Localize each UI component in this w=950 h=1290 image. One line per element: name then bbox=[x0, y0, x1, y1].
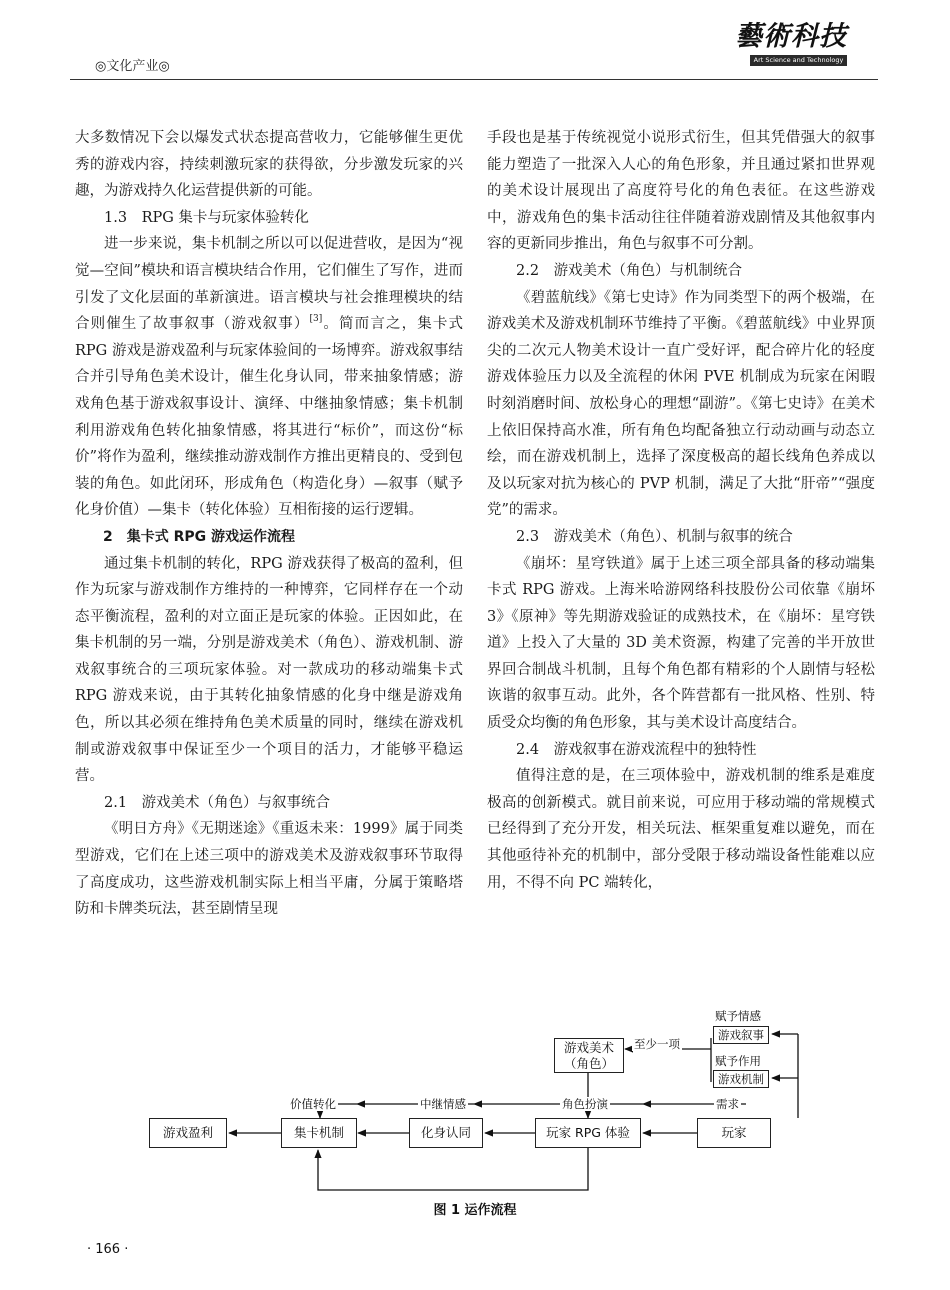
box-game-art-line1: 游戏美术 bbox=[563, 1039, 614, 1055]
paragraph: 大多数情况下会以爆发式状态提高营收力，它能够催生更优秀的游戏内容，持续刺激玩家的获得欲，分步激发玩家的兴趣，为游戏持久化运营提供新的可能。 bbox=[75, 130, 463, 200]
paragraph: 《碧蓝航线》《第七史诗》作为同类型下的两个极端，在游戏美术及游戏机制环节维持了平衡。《碧蓝航线》中业界顶尖的二次元人物美术设计一直广受好评，配合碎片化的轻度游戏体验压力以及全流程的休闲 PVE 机制成为玩家在闲暇时刻消磨时间、放松身心的理想“副游”。《第七史诗》在美术上依旧保持高水准，所有角色均配备独立行动动画与动态立绘，而在游戏机制上，选择了深度极高的超长线角色养成以及以玩家对抗为核心的 PVP 机制，满足了大批“肝帝”“强度党”的需求。 bbox=[487, 289, 875, 519]
arrow-feedback-loop bbox=[318, 1148, 588, 1190]
box-game-profit: 游戏盈利 bbox=[149, 1118, 227, 1148]
subsection-heading-2-2: 2.2 游戏美术（角色）与机制统合 bbox=[516, 262, 743, 279]
citation-ref: [3] bbox=[309, 314, 323, 325]
journal-logo bbox=[735, 22, 847, 70]
paragraph: 手段也是基于传统视觉小说形式衍生，但其凭借强大的叙事能力塑造了一批深入人心的角色形象，并且通过紧扣世界观的美术设计展现出了高度符号化的角色表征。在这些游戏中，游戏角色的集卡活动往往伴随着游戏剧情及其他叙事内容的更新同步推出，角色与叙事不可分割。 bbox=[487, 130, 875, 253]
label-give-effect: 赋予作用 bbox=[715, 1054, 761, 1068]
subsection-heading-1-3: 1.3 RPG 集卡与玩家体验转化 bbox=[104, 209, 309, 226]
label-role-play: 角色扮演 bbox=[562, 1097, 608, 1111]
box-player-rpg-experience: 玩家 RPG 体验 bbox=[535, 1118, 641, 1148]
paragraph: 值得注意的是，在三项体验中，游戏机制的维系是难度极高的创新模式。就目前来说，可应用于移动端的常规模式已经得到了充分开发，相关玩法、框架重复难以避免，而在其他亟待补充的机制中，部分受限于移动端设备性能难以应用，不得不向 PC 端转化， bbox=[487, 768, 875, 891]
label-value-convert: 价值转化 bbox=[290, 1097, 336, 1111]
box-game-art-line2: （角色） bbox=[563, 1055, 614, 1071]
paragraph: 通过集卡机制的转化，RPG 游戏获得了极高的盈利，但作为玩家与游戏制作方维持的一种博弈，它同样存在一个动态平衡流程，盈利的对立面正是玩家的体验。正因如此，在集卡机制的另一端，分别是游戏美术（角色）、游戏机制、游戏叙事统合的三项玩家体验。对一款成功的移动端集卡式 RPG 游戏来说，由于其转化抽象情感的化身中继是游戏角色，所以其必须在维持角色美术质量的同时，继续在游戏机制或游戏叙事中保证至少一个项目的活力，才能够平稳运营。 bbox=[75, 555, 463, 785]
subsection-heading-2-4: 2.4 游戏叙事在游戏流程中的独特性 bbox=[516, 741, 757, 758]
box-avatar-identification: 化身认同 bbox=[409, 1118, 483, 1148]
box-game-art-character bbox=[554, 1038, 624, 1073]
box-game-mechanism: 游戏机制 bbox=[713, 1070, 769, 1088]
subsection-heading-2-1: 2.1 游戏美术（角色）与叙事统合 bbox=[104, 794, 331, 811]
header-rule bbox=[70, 79, 878, 80]
box-gacha-mechanism: 集卡机制 bbox=[281, 1118, 357, 1148]
label-give-emotion: 赋予情感 bbox=[715, 1009, 761, 1023]
box-player: 玩家 bbox=[697, 1118, 771, 1148]
left-column bbox=[75, 125, 463, 923]
journal-logo-subtitle: Art Science and Technology bbox=[750, 55, 847, 66]
paragraph: 《崩坏：星穹铁道》属于上述三项全部具备的移动端集卡式 RPG 游戏。上海米哈游网络科技股份公司依靠《崩坏 3》《原神》等先期游戏验证的成熟技术，在《崩坏：星穹铁道》上投入了大量的 3D 美术资源，构建了完善的半开放世界回合制战斗机制，且每个角色都有精彩的个人剧情与轻松诙谐的叙事互动。此外，各个阵营都有一批风格、性别、特质受众均衡的角色形象，其与美术设计高度结合。 bbox=[487, 555, 875, 732]
page-number: · 166 · bbox=[87, 1242, 129, 1257]
subsection-heading-2-3: 2.3 游戏美术（角色）、机制与叙事的统合 bbox=[516, 528, 793, 545]
box-game-narrative: 游戏叙事 bbox=[713, 1026, 769, 1044]
paragraph: 《明日方舟》《无期迷途》《重返未来：1999》属于同类型游戏，它们在上述三项中的游戏美术及游戏叙事环节取得了高度成功，这些游戏机制实际上相当平庸，分属于策略塔防和卡牌类玩法，甚至剧情呈现 bbox=[75, 821, 463, 918]
running-header-section: ◎文化产业◎ bbox=[95, 59, 170, 74]
right-column bbox=[487, 125, 875, 896]
label-at-least-one: 至少一项 bbox=[634, 1037, 680, 1051]
section-heading-2: 2 集卡式 RPG 游戏运作流程 bbox=[103, 528, 296, 545]
paragraph: 进一步来说，集卡机制之所以可以促进营收，是因为“视觉—空间”模块和语言模块结合作用，它们催生了写作，进而引发了文化层面的革新演进。语言模块与社会推理模块的结合则催生了故事叙事（游戏叙事）[3]。简而言之，集卡式 RPG 游戏是游戏盈利与玩家体验间的一场博弈。游戏叙事结合并引导角色美术设计，催生化身认同，带来抽象情感；游戏角色基于游戏叙事设计、演绎、中继抽象情感；集卡机制利用游戏角色转化抽象情感，将其进行“标价”，而这份“标价”将作为盈利，继续推动游戏制作方推出更精良的、受到包装的角色。如此闭环，形成角色（构造化身）—叙事（赋予化身价值）—集卡（转化体验）互相衔接的运行逻辑。 bbox=[75, 236, 463, 519]
figure-caption: 图 1 运作流程 bbox=[433, 1203, 517, 1218]
label-demand: 需求 bbox=[716, 1097, 739, 1111]
journal-logo-title: 藝術科技 bbox=[735, 21, 847, 52]
label-relay-emotion: 中继情感 bbox=[420, 1097, 466, 1111]
